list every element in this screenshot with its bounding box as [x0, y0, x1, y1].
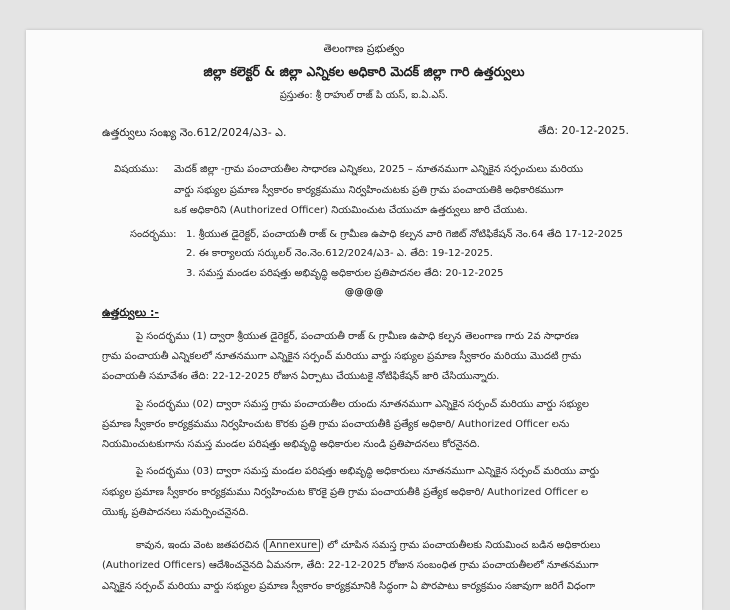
paragraph-line — [136, 541, 600, 551]
office-title: జిల్లా కలెక్టర్ & జిల్లా ఎన్నికల అధికారి మెదక్ జిల్లా గారి ఉత్తర్వులు — [203, 65, 525, 80]
subject-label: విషయము: — [114, 164, 159, 175]
government-header: తెలంగాణ ప్రభుత్వం — [323, 42, 405, 55]
subject-line: వార్డు సభ్యుల ప్రమాణ స్వీకారం కార్యక్రమము నిర్వహించుటకు ప్రతి గ్రామ పంచాయతికి అధికారికముగా — [174, 185, 564, 196]
paragraph-line: నియమించుటకుగాను సమస్త మండల పరిషత్తు అభివృద్ధి అధికారుల నుండి ప్రతిపాదనలు కోరనైనది. — [102, 439, 480, 450]
paragraph-line: పై సందర్భము (02) ద్వారా సమస్త గ్రామ పంచాయతీల యందు నూతనముగా ఎన్నికైన సర్పంచ్ మరియు వార్డు సభ్యుల — [136, 399, 589, 410]
paragraph-line: యొక్క ప్రతిపాదనలు సమర్పించనైనది. — [102, 507, 249, 518]
order-date: తేది: 20-12-2025. — [538, 124, 629, 137]
subject-line: ఒక అధికారిని (Authorized Officer) నియమించుట చేయుచూ ఉత్తర్వులు జారి చేయుట. — [174, 205, 528, 216]
paragraph-line: పై సందర్భము (1) ద్వారా శ్రీయుత డైరెక్టర్, పంచాయతీ రాజ్ & గ్రామీణ ఉపాధి కల్పన తెలంగాణ గారు 2వ సాధారణ — [136, 331, 579, 342]
separator: @@@@ — [344, 287, 384, 298]
paragraph-line: (Authorized Officers) ఆదేశించనైనది ఏమనగా, తేది: 22-12-2025 రోజున సంబంధిత గ్రామ పంచాయతీలలో నూతనముగా — [102, 560, 599, 571]
present-officer: ప్రస్తుతం: శ్రీ రాహుల్ రాజ్ పి యస్, ఐ.ఏ.ఎస్. — [279, 90, 449, 101]
paragraph-line: పంచాయతీ సమావేశం తేది: 22-12-2025 రోజున ఏర్పాటు చేయుటకై నోటిఫికేషన్ జారి చేసియున్నారు. — [102, 371, 500, 382]
reference-item: 3. సమస్త మండల పరిషత్తు అభివృద్ధి అధికారుల ప్రతిపాదనల తేది: 20-12-2025 — [186, 268, 504, 279]
annexure-highlight: Annexure — [266, 539, 320, 552]
paragraph-line: పై సందర్భము (03) ద్వారా సమస్త మండల పరిషత్తు అభివృద్ధి అధికారులు నూతనముగా ఎన్నికైన సర్పంచ్ మరియు వార్డు — [136, 466, 600, 477]
orders-heading: ఉత్తర్వులు :- — [102, 306, 159, 319]
reference-label: సందర్భము: — [130, 229, 177, 240]
proceedings-number: ఉత్తర్వులు సంఖ్య నెం.612/2024/ఎ3- ఎ. — [102, 126, 287, 139]
paragraph-line: ప్రమాణ స్వీకారం కార్యక్రమము నిర్వహించుట కొరకు ప్రతి గ్రామ పంచాయతీకి ప్రత్యేక అధికారి/ Authorized Officer లను — [102, 419, 570, 430]
paragraph-line: ఎన్నికైన సర్పంచ్ మరియు వార్డు సభ్యుల ప్రమాణ స్వీకారం కార్యక్రమానికి సిద్ధంగా ఏ పొరపాటు కార్యక్రమం సజావుగా జరిగే విధంగా — [102, 581, 596, 592]
paragraph-line: గ్రామ పంచాయతీ ఎన్నికలలో నూతనముగా ఎన్నికైన సర్పంచ్ మరియు వార్డు సభ్యుల ప్రమాణ స్వీకారం మరియు మొదటి గ్రామ — [102, 351, 582, 362]
paragraph-text: కావున, ఇందు వెంట జతపరచిన ( — [136, 540, 267, 551]
paragraph-line: సభ్యుల ప్రమాణ స్వీకారం కార్యక్రమము నిర్వహించుట కొరకై ప్రతి గ్రామ పంచాయతీకి ప్రత్యేక అధికారి/ Authorized Officer ల — [102, 487, 589, 498]
reference-item: 1. శ్రీయుత డైరెక్టర్, పంచాయతీ రాజ్ & గ్రామీణ ఉపాధి కల్పన వారి గెజిట్ నోటిఫికేషన్ నెం.64 తేది 17-12-2025 — [186, 229, 624, 240]
subject-line: మెదక్ జిల్లా -గ్రామ పంచాయతీల సాధారణ ఎన్నికలు, 2025 – నూతనముగా ఎన్నికైన సర్పంచులు మరియు — [174, 164, 584, 175]
paragraph-text: ) లో చూపిన సమస్త గ్రామ పంచాయతీలకు నియమించ బడిన అధికారులు — [320, 540, 601, 551]
document-page — [26, 30, 702, 610]
reference-item: 2. ఈ కార్యాలయ సర్కులర్ నెం.నెం.612/2024/ఎ3- ఎ. తేది: 19-12-2025. — [186, 248, 493, 259]
